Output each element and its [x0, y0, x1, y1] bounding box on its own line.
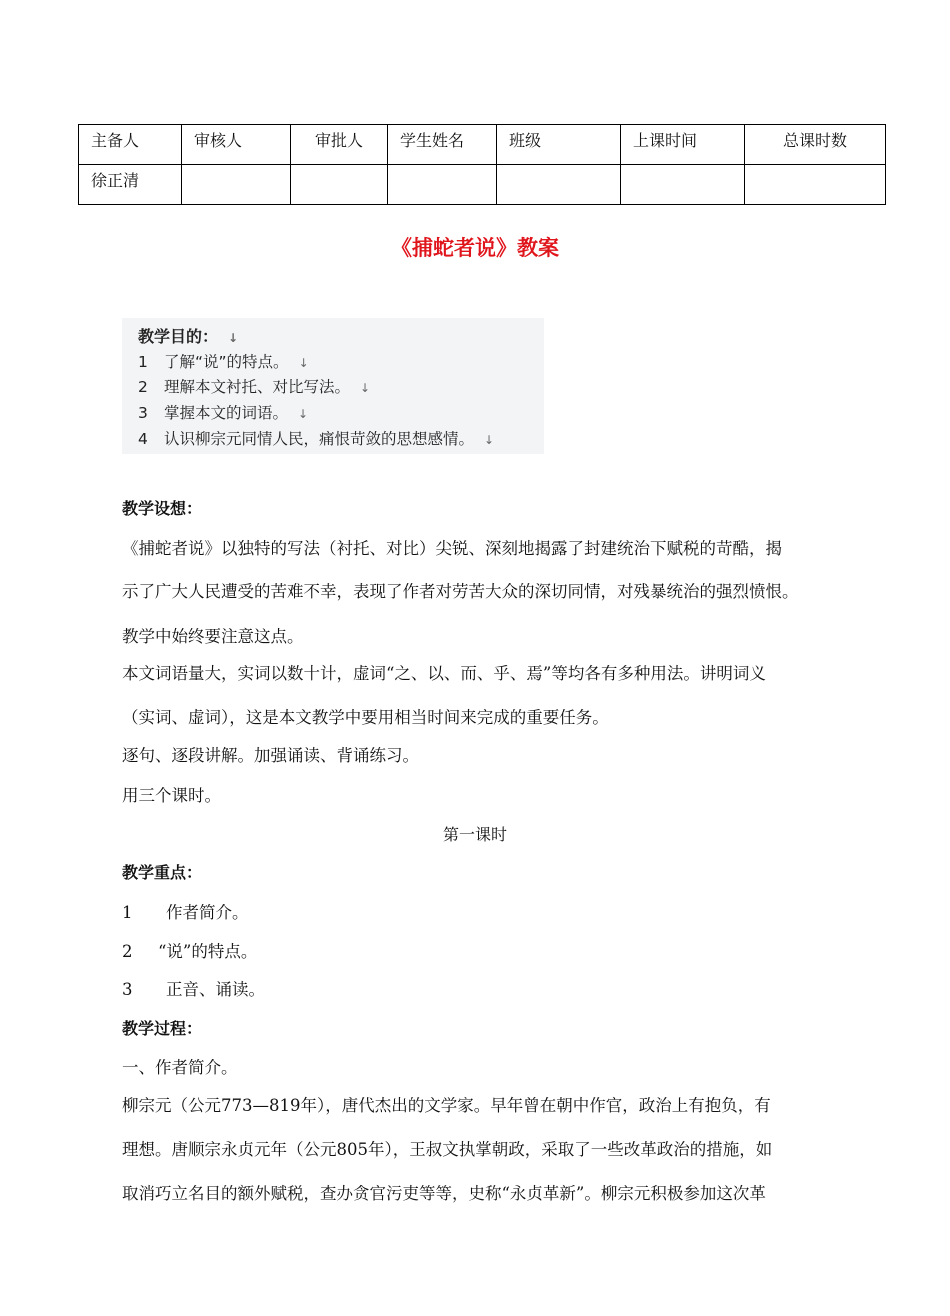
- goal-text: 掌握本文的词语。: [164, 404, 289, 422]
- paragraph-mark-icon: ↓: [298, 407, 309, 421]
- table-cell: 上课时间: [621, 125, 745, 165]
- key-point-number: 3: [122, 980, 133, 999]
- paragraph-line: 《捕蛇者说》以独特的写法（衬托、对比）尖锐、深刻地揭露了封建统治下赋税的苛酷，揭: [122, 539, 782, 558]
- goal-item: [138, 401, 308, 423]
- paragraph-line: 取消巧立名目的额外赋税，查办贪官污吏等等，史称“永贞革新”。柳宗元积极参加这次革: [122, 1184, 766, 1203]
- key-point-text: 正音、诵读。: [166, 980, 265, 999]
- paragraph-mark-icon: ↓: [228, 331, 239, 345]
- table-cell: [497, 165, 621, 205]
- goals-heading: [138, 324, 238, 347]
- paragraph-mark-icon: ↓: [484, 433, 495, 447]
- paragraph-line: 本文词语量大，实词以数十计，虚词“之、以、而、乎、焉”等均各有多种用法。讲明词义: [122, 664, 766, 683]
- lesson-label: 第一课时: [442, 825, 507, 844]
- paragraph-line: 示了广大人民遭受的苦难不幸，表现了作者对劳苦大众的深切同情，对残暴统治的强烈愤恨。: [122, 582, 799, 601]
- key-point-item: [122, 899, 249, 923]
- paragraph-line: 柳宗元（公元773—819年），唐代杰出的文学家。早年曾在朝中作官，政治上有抱负，有: [122, 1096, 771, 1115]
- goal-item: [138, 375, 370, 397]
- paragraph-line: 教学中始终要注意这点。: [122, 627, 304, 646]
- key-points-heading: 教学重点：: [122, 863, 203, 882]
- table-cell: 学生姓名: [388, 125, 497, 165]
- paragraph-line: 一、作者简介。: [122, 1058, 238, 1077]
- goals-heading-text: 教学目的：: [138, 327, 219, 346]
- goal-number: 4: [138, 430, 148, 448]
- goal-number: 3: [138, 404, 148, 422]
- paragraph-line: 逐句、逐段讲解。加强诵读、背诵练习。: [122, 746, 419, 765]
- paragraph-line: 理想。唐顺宗永贞元年（公元805年），王叔文执掌朝政，采取了一些改革政治的措施，如: [122, 1140, 773, 1159]
- goal-number: 1: [138, 353, 148, 371]
- table-cell: 审核人: [182, 125, 291, 165]
- paragraph-mark-icon: ↓: [360, 381, 371, 395]
- goal-item: [138, 350, 309, 372]
- table-cell: [621, 165, 745, 205]
- key-point-text: 作者简介。: [166, 903, 249, 922]
- key-point-text: “说”的特点。: [158, 942, 258, 961]
- key-point-item: [122, 938, 257, 962]
- document-title: 《捕蛇者说》教案: [391, 236, 559, 260]
- goal-text: 理解本文衬托、对比写法。: [164, 378, 351, 396]
- teaching-goals-image: [122, 318, 544, 454]
- goal-number: 2: [138, 378, 148, 396]
- table-row: [79, 165, 886, 205]
- goal-item: [138, 427, 494, 449]
- header-table: [78, 124, 886, 205]
- table-cell: [291, 165, 388, 205]
- paragraph-mark-icon: ↓: [298, 356, 309, 370]
- table-cell: [388, 165, 497, 205]
- paragraph-line: 用三个课时。: [122, 786, 221, 805]
- table-cell: 徐正清: [79, 165, 182, 205]
- paragraph-line: （实词、虚词），这是本文教学中要用相当时间来完成的重要任务。: [122, 708, 609, 727]
- key-point-item: [122, 976, 265, 1000]
- table-cell: 总课时数: [745, 125, 886, 165]
- goal-text: 认识柳宗元同情人民，痛恨苛敛的思想感情。: [164, 430, 475, 448]
- key-point-number: 1: [122, 903, 133, 922]
- table-cell: 班级: [497, 125, 621, 165]
- table-cell: 审批人: [291, 125, 388, 165]
- table-cell: 主备人: [79, 125, 182, 165]
- process-heading: 教学过程：: [122, 1019, 203, 1038]
- table-header-row: [79, 125, 886, 165]
- table-cell: [182, 165, 291, 205]
- design-heading: 教学设想：: [122, 499, 203, 518]
- goal-text: 了解“说”的特点。: [164, 353, 289, 371]
- table-cell: [745, 165, 886, 205]
- key-point-number: 2: [122, 942, 133, 961]
